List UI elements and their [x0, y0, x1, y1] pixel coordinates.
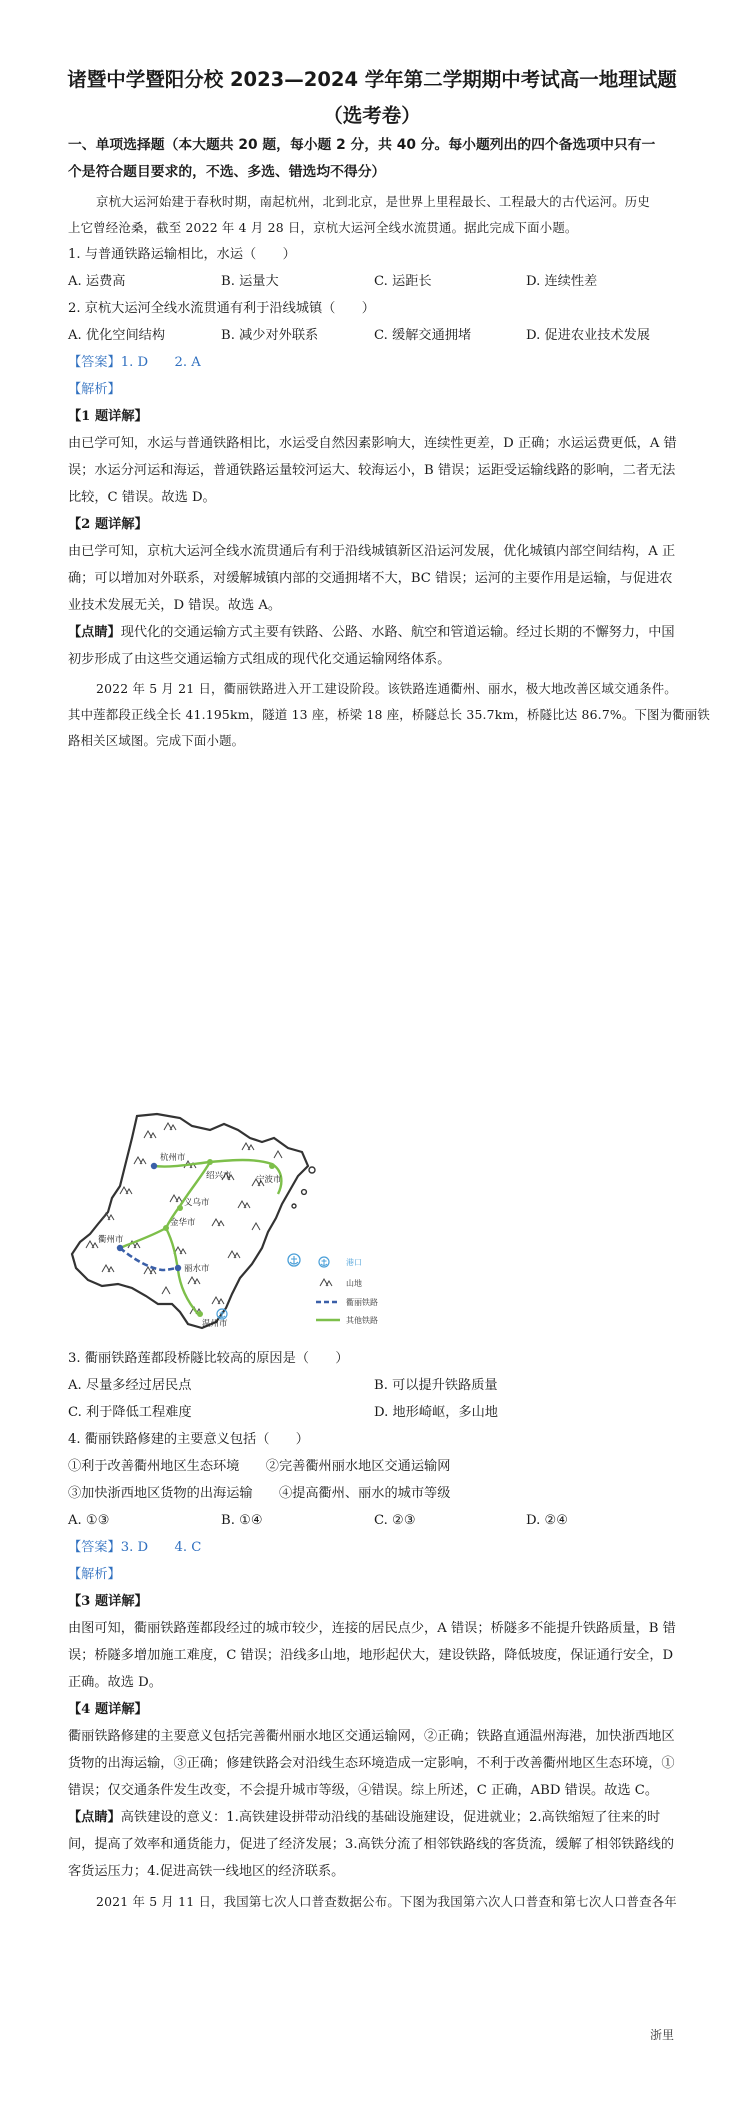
analysis-label-34: 【解析】: [68, 1567, 121, 1582]
q1-stem: 1. 与普通铁路运输相比，水运（ ）: [68, 247, 296, 262]
city-label-shaoxing: 绍兴市: [206, 1171, 232, 1181]
detail2-label: 【2 题详解】: [68, 517, 148, 532]
comment34-line1: [68, 1809, 660, 1827]
q3-option-d: D. 地形崎岖，多山地: [374, 1405, 498, 1420]
passage2-line2: 其中莲都段正线全长 41.195km，隧道 13 座，桥梁 18 座，桥隧总长 35.7km，桥隧比达 86.7%。下图为衢丽铁: [68, 707, 711, 722]
comment12-line1: [68, 624, 675, 642]
q3-stem: 3. 衢丽铁路莲都段桥隧比较高的原因是（ ）: [68, 1351, 349, 1366]
q1-option-b: B. 运量大: [221, 274, 279, 289]
q2-stem: 2. 京杭大运河全线水流贯通有利于沿线城镇（ ）: [68, 301, 375, 316]
detail3-line2: 误；桥隧多增加施工难度，C 错误；沿线多山地，地形起伏大，建设铁路，降低坡度，保证通行安全，D: [68, 1648, 674, 1663]
city-label-ningbo: 宁波市: [256, 1175, 282, 1185]
q1-option-a: A. 运费高: [68, 274, 126, 289]
city-label-hangzhou: 杭州市: [160, 1153, 186, 1163]
quli-railway-map: [62, 1108, 402, 1338]
q2-option-a: A. 优化空间结构: [68, 328, 166, 343]
section-heading-line2: 个是符合题目要求的，不选、多选、错选均不得分）: [68, 164, 386, 180]
city-label-quzhou: 衢州市: [98, 1235, 124, 1245]
footer-watermark: 浙里: [649, 2028, 674, 2042]
detail1-line3: 比较，C 错误。故选 D。: [68, 490, 216, 505]
analysis-label-12: 【解析】: [68, 382, 121, 397]
answer-text: 3. D 4. C: [120, 1540, 202, 1555]
legend-quli-label: 衢丽铁路: [346, 1298, 378, 1307]
passage1-line2: 上它曾经沧桑，截至 2022 年 4 月 28 日，京杭大运河全线水流贯通。据此完成下面小题。: [68, 220, 578, 235]
detail1-line1: 由已学可知，水运与普通铁路相比，水运受自然因素影响大，连续性更差，D 正确；水运运费更低，A 错: [68, 436, 677, 451]
detail2-line2: 确；可以增加对外联系，对缓解城镇内部的交通拥堵不大，BC 错误；运河的主要作用是运输，与促进农: [68, 571, 673, 586]
comment34-line3: 客货运压力；4.促进高铁一线地区的经济联系。: [68, 1864, 345, 1879]
q2-option-c: C. 缓解交通拥堵: [374, 328, 472, 343]
detail4-line1: 衢丽铁路修建的主要意义包括完善衢州丽水地区交通运输网，②正确；铁路直通温州海港，加快浙西地区: [68, 1729, 675, 1744]
q3-option-c: C. 利于降低工程难度: [68, 1405, 192, 1420]
comment-label: 【点睛】: [68, 625, 121, 640]
city-label-lishui: 丽水市: [184, 1264, 210, 1274]
detail3-label: 【3 题详解】: [68, 1594, 148, 1609]
passage3-line1: 2021 年 5 月 11 日，我国第七次人口普查数据公布。下图为我国第六次人口普查和第七次人口普查各年: [96, 1894, 677, 1909]
answer-12: [68, 354, 201, 372]
detail1-label: 【1 题详解】: [68, 409, 148, 424]
q4-option-c: C. ②③: [374, 1513, 416, 1528]
answer-text: 1. D 2. A: [120, 355, 201, 370]
legend-port-label: 港口: [346, 1258, 362, 1267]
legend-mountain-label: 山地: [346, 1279, 362, 1288]
q2-option-d: D. 促进农业技术发展: [526, 328, 650, 343]
answer-label: 【答案】: [68, 1540, 121, 1555]
detail2-line1: 由已学可知，京杭大运河全线水流贯通后有利于沿线城镇新区沿运河发展，优化城镇内部空间结构，A 正: [68, 544, 676, 559]
passage2-line1: 2022 年 5 月 21 日，衢丽铁路进入开工建设阶段。该铁路连通衢州、丽水，极大地改善区域交通条件。: [96, 681, 677, 696]
q3-option-a: A. 尽量多经过居民点: [68, 1378, 192, 1393]
city-label-jinhua: 金华市: [170, 1218, 196, 1228]
section-heading-line1: 一、单项选择题（本大题共 20 题，每小题 2 分，共 40 分。每小题列出的四个备选项中只有一: [68, 137, 656, 153]
city-label-yiwu: 义乌市: [184, 1198, 210, 1208]
detail4-line2: 货物的出海运输，③正确；修建铁路会对沿线生态环境造成一定影响，不利于改善衢州地区生态环境，①: [68, 1756, 675, 1771]
q4-items-line1: ①利于改善衢州地区生态环境 ②完善衢州丽水地区交通运输网: [68, 1459, 451, 1474]
q3-option-b: B. 可以提升铁路质量: [374, 1378, 498, 1393]
q2-option-b: B. 减少对外联系: [221, 328, 319, 343]
detail1-line2: 误；水运分河运和海运，普通铁路运量较河运大、较海运小，B 错误；运距受运输线路的影响，二者无法: [68, 463, 676, 478]
legend-other-label: 其他铁路: [346, 1316, 378, 1325]
detail3-line1: 由图可知，衢丽铁路莲都段经过的城市较少，连接的居民点少，A 错误；桥隧多不能提升铁路质量，B 错: [68, 1621, 676, 1636]
detail4-line3: 错误；仅交通条件发生改变，不会提升城市等级，④错误。综上所述，C 正确，ABD 错误。故选 C。: [68, 1783, 659, 1798]
comment34-line2: 间，提高了效率和通货能力，促进了经济发展；3.高铁分流了相邻铁路线的客货流，缓解了相邻铁路线的: [68, 1837, 675, 1852]
detail3-line3: 正确。故选 D。: [68, 1675, 162, 1690]
detail4-label: 【4 题详解】: [68, 1702, 148, 1717]
q4-option-a: A. ①③: [68, 1513, 110, 1528]
passage1-line1: 京杭大运河始建于春秋时期，南起杭州，北到北京，是世界上里程最长、工程最大的古代运河。历史: [96, 194, 650, 209]
exam-subtitle: （选考卷）: [323, 104, 421, 127]
passage2-line3: 路相关区域图。完成下面小题。: [68, 733, 245, 748]
map-legend: [316, 1257, 378, 1325]
q4-option-b: B. ①④: [221, 1513, 263, 1528]
answer-label: 【答案】: [68, 355, 121, 370]
port-icon: [288, 1254, 300, 1266]
comment12-line2: 初步形成了由这些交通运输方式组成的现代化交通运输网络体系。: [68, 652, 451, 667]
comment-label: 【点睛】: [68, 1810, 121, 1825]
legend-mountain-icon: [320, 1279, 332, 1286]
legend-port-icon: [319, 1257, 329, 1267]
city-label-wenzhou: 温州市: [202, 1319, 228, 1329]
q4-stem: 4. 衢丽铁路修建的主要意义包括（ ）: [68, 1432, 309, 1447]
q1-option-c: C. 运距长: [374, 274, 432, 289]
comment-text: 现代化的交通运输方式主要有铁路、公路、水路、航空和管道运输。经过长期的不懈努力，中国: [120, 625, 675, 640]
exam-title: 诸暨中学暨阳分校 2023—2024 学年第二学期期中考试高一地理试题: [67, 68, 677, 91]
comment-text: 高铁建设的意义：1.高铁建设拼带动沿线的基础设施建设，促进就业；2.高铁缩短了往来的时: [120, 1810, 661, 1825]
q4-option-d: D. ②④: [526, 1513, 569, 1528]
q1-option-d: D. 连续性差: [526, 274, 598, 289]
answer-34: [68, 1539, 201, 1557]
detail2-line3: 业技术发展无关，D 错误。故选 A。: [68, 598, 282, 613]
q4-items-line2: ③加快浙西地区货物的出海运输 ④提高衢州、丽水的城市等级: [68, 1486, 451, 1501]
